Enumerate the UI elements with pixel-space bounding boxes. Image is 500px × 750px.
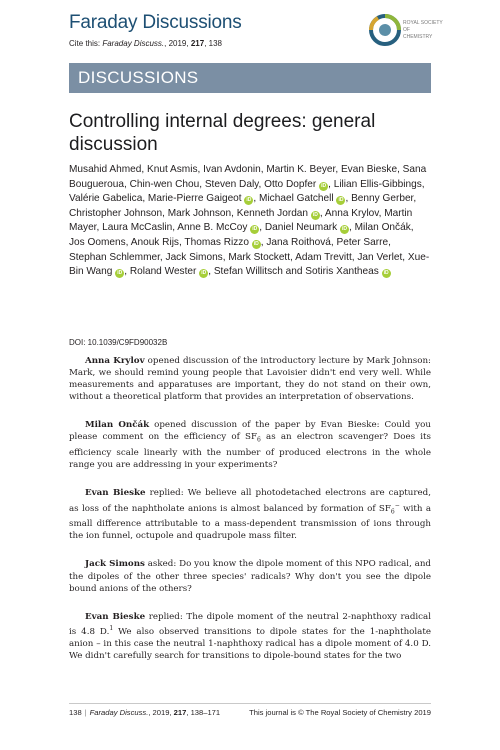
cite-year: , 2019, bbox=[164, 39, 191, 48]
author-name: Martin K. Beyer bbox=[266, 164, 336, 175]
author-name: Valérie Gabelica bbox=[69, 193, 143, 205]
author-name: Ivan Avdonin bbox=[203, 164, 261, 175]
svg-text:OF: OF bbox=[403, 27, 410, 33]
author-name: Musahid Ahmed bbox=[69, 164, 142, 175]
paragraph-text: replied: We believe all photodetached electrons are captured, as loss of the naphtholate anions is almost balanced by formation of SF bbox=[69, 488, 431, 514]
speaker-name: Evan Bieske bbox=[85, 611, 146, 622]
reference-link[interactable]: 1 bbox=[109, 624, 114, 632]
article-title: Controlling internal degrees: general discussion bbox=[69, 111, 376, 155]
author-name: Kenneth Jordan bbox=[236, 207, 309, 219]
page-footer: 138 | Faraday Discuss., 2019, 217, 138–171 This journal is © The Royal Society of Chemistry 2019 bbox=[69, 703, 431, 717]
orcid-icon[interactable]: iD bbox=[342, 226, 348, 233]
author-name: Martin Mayer bbox=[69, 207, 413, 234]
author-name: Jack Simons bbox=[165, 251, 223, 263]
author-name: Marie-Pierre Gaigeot bbox=[147, 193, 242, 205]
paragraph-text: as an electron scavenger? Does its efficiency scale linearly with the number of produced electrons in the whole range you are addressing in your experiments? bbox=[69, 432, 431, 471]
section-banner: DISCUSSIONS bbox=[69, 63, 431, 93]
author-name: Jan Verlet bbox=[357, 251, 403, 263]
orcid-icon[interactable]: iD bbox=[253, 240, 259, 247]
citation-line bbox=[69, 39, 222, 48]
discussion-paragraph bbox=[69, 558, 431, 594]
cite-prefix: Cite this: bbox=[69, 39, 103, 48]
author-name: Sana Bougueroua bbox=[69, 164, 427, 190]
subscript: 6 bbox=[390, 508, 395, 516]
discussion-paragraph bbox=[69, 487, 431, 542]
speaker-name: Jack Simons bbox=[85, 559, 145, 570]
author-name: Michael Gatchell bbox=[259, 193, 334, 205]
author-name: Mark Johnson bbox=[167, 207, 232, 219]
orcid-icon[interactable]: iD bbox=[312, 211, 318, 218]
superscript: − bbox=[394, 501, 400, 509]
paragraph-text: with a small difference attributable to a mass-dependent transmission of ions through the ion funnel, octupole and quadrupole mass filter. bbox=[69, 503, 431, 542]
cite-volume: 217 bbox=[190, 39, 205, 48]
author-name: Sotiris Xantheas bbox=[305, 266, 379, 278]
orcid-icon[interactable]: iD bbox=[321, 182, 327, 189]
paragraph-text: replied: The dipole moment of the neutral 2-naphthoxy radical is 4.8 D. bbox=[69, 611, 432, 637]
rsc-logo bbox=[369, 8, 443, 52]
author-name: Xue-Bin Wang bbox=[69, 251, 430, 278]
paragraph-text: asked: Do you know the dipole moment of this NPO radical, and the dipoles of the other three species' radicals? Why don't you see the dipole bound anions of the others? bbox=[69, 559, 431, 594]
footer-year: , 2019, bbox=[148, 708, 174, 717]
discussion-paragraph bbox=[69, 611, 431, 662]
author-name: Peter Sarre bbox=[336, 236, 389, 248]
author-name: Jana Roithová bbox=[266, 236, 331, 248]
author-name: Daniel Neumark bbox=[264, 222, 338, 234]
author-name: Chin-wen Chou bbox=[129, 178, 200, 190]
discussion-paragraph bbox=[69, 419, 431, 471]
author-name: Laura McCaslin bbox=[102, 222, 173, 234]
author-name: Thomas Rizzo bbox=[184, 236, 249, 248]
orcid-icon[interactable]: iD bbox=[117, 270, 123, 277]
author-name: Christopher Johnson bbox=[69, 207, 163, 219]
author-name: Jos Oomens bbox=[69, 236, 126, 248]
orcid-icon[interactable]: iD bbox=[201, 270, 207, 277]
author-name: Adam Trevitt bbox=[295, 251, 352, 263]
author-name: Stephan Schlemmer bbox=[69, 251, 160, 263]
subscript: 6 bbox=[256, 437, 261, 445]
author-conjunction: and bbox=[285, 266, 306, 278]
author-name: Stefan Willitsch bbox=[213, 266, 283, 278]
copyright-notice: This journal is © The Royal Society of Chemistry 2019 bbox=[249, 708, 431, 717]
author-list: Musahid Ahmed, Knut Asmis, Ivan Avdonin, Martin K. Beyer, Evan Bieske, Sana Bougueroua, Chin-wen Chou, Steven Daly, Otto Dopfer iD , Lilian Ellis-Gibbings, Valérie Gabelica, Marie-Pierre Gaigeot iD , Michael Gatchell iD , Benny Gerber, Christopher Johnson, Mark Johnson, Kenneth Jordan iD , Anna Krylov, Martin Mayer, Laura McCaslin, Anne B. McCoy iD , Daniel Neumark iD , Milan Ončák, Jos Oomens, Anouk Rijs, Thomas Rizzo iD , Jana Roithová, Peter Sarre, Stephan Schlemmer, Jack Simons, Mark Stockett, Adam Trevitt, Jan Verlet, Xue-Bin Wang iD , Roland Wester iD , Stefan Willitsch and Sotiris Xantheas iD bbox=[69, 164, 430, 278]
author-name: Otto Dopfer bbox=[264, 178, 317, 190]
orcid-icon[interactable]: iD bbox=[338, 197, 344, 204]
discussion-paragraph bbox=[69, 355, 431, 403]
paragraph-text: opened discussion of the introductory lecture by Mark Johnson: Mark, we should remind young people that Lavoisier didn't end very well. While measurements and apparatuses are important, they do not stand on their own, without a theoretical platform that provides an interpretation of observations. bbox=[69, 356, 431, 403]
footer-pages: , 138–171 bbox=[186, 708, 221, 717]
author-name: Benny Gerber bbox=[351, 193, 414, 205]
author-name: Milan Ončák bbox=[354, 222, 411, 234]
paragraph-text: opened discussion of the paper by Evan Bieske: Could you please comment on the efficiency of SF bbox=[69, 420, 431, 443]
cite-pages: , 138 bbox=[204, 39, 222, 48]
rsc-emblem-icon bbox=[371, 16, 399, 44]
footer-journal: Faraday Discuss. bbox=[89, 708, 149, 717]
author-name: Anne B. McCoy bbox=[177, 222, 248, 234]
author-name: Lilian Ellis-Gibbings bbox=[333, 178, 422, 190]
page-number: 138 bbox=[69, 708, 82, 717]
author-name: Evan Bieske bbox=[340, 164, 398, 175]
speaker-name: Milan Ončák bbox=[85, 420, 150, 431]
article-body bbox=[69, 355, 431, 678]
author-name: Roland Wester bbox=[129, 266, 197, 278]
author-name: Anouk Rijs bbox=[130, 236, 179, 248]
author-name: Mark Stockett bbox=[228, 251, 291, 263]
cite-journal: Faraday Discuss. bbox=[102, 39, 165, 48]
svg-text:ROYAL SOCIETY: ROYAL SOCIETY bbox=[403, 20, 443, 26]
author-name: Knut Asmis bbox=[147, 164, 198, 175]
svg-text:CHEMISTRY: CHEMISTRY bbox=[403, 34, 433, 40]
orcid-icon[interactable]: iD bbox=[252, 226, 258, 233]
doi: DOI: 10.1039/C9FD90032B bbox=[69, 338, 168, 347]
author-name: Anna Krylov bbox=[324, 207, 379, 219]
orcid-icon[interactable]: iD bbox=[383, 270, 389, 277]
speaker-name: Anna Krylov bbox=[85, 356, 145, 366]
footer-volume: 217 bbox=[173, 708, 187, 717]
journal-title: Faraday Discussions bbox=[69, 12, 242, 33]
paragraph-text: We also observed transitions to dipole states for the 1-naphtholate anion – in this case the neutral 1-naphthoxy radical has a dipole moment of 4.0 D. We didn't carefully search for transitions to dipole-bound states for the two bbox=[69, 626, 431, 661]
orcid-icon[interactable]: iD bbox=[246, 197, 252, 204]
speaker-name: Evan Bieske bbox=[85, 488, 146, 499]
author-name: Steven Daly bbox=[204, 178, 259, 190]
